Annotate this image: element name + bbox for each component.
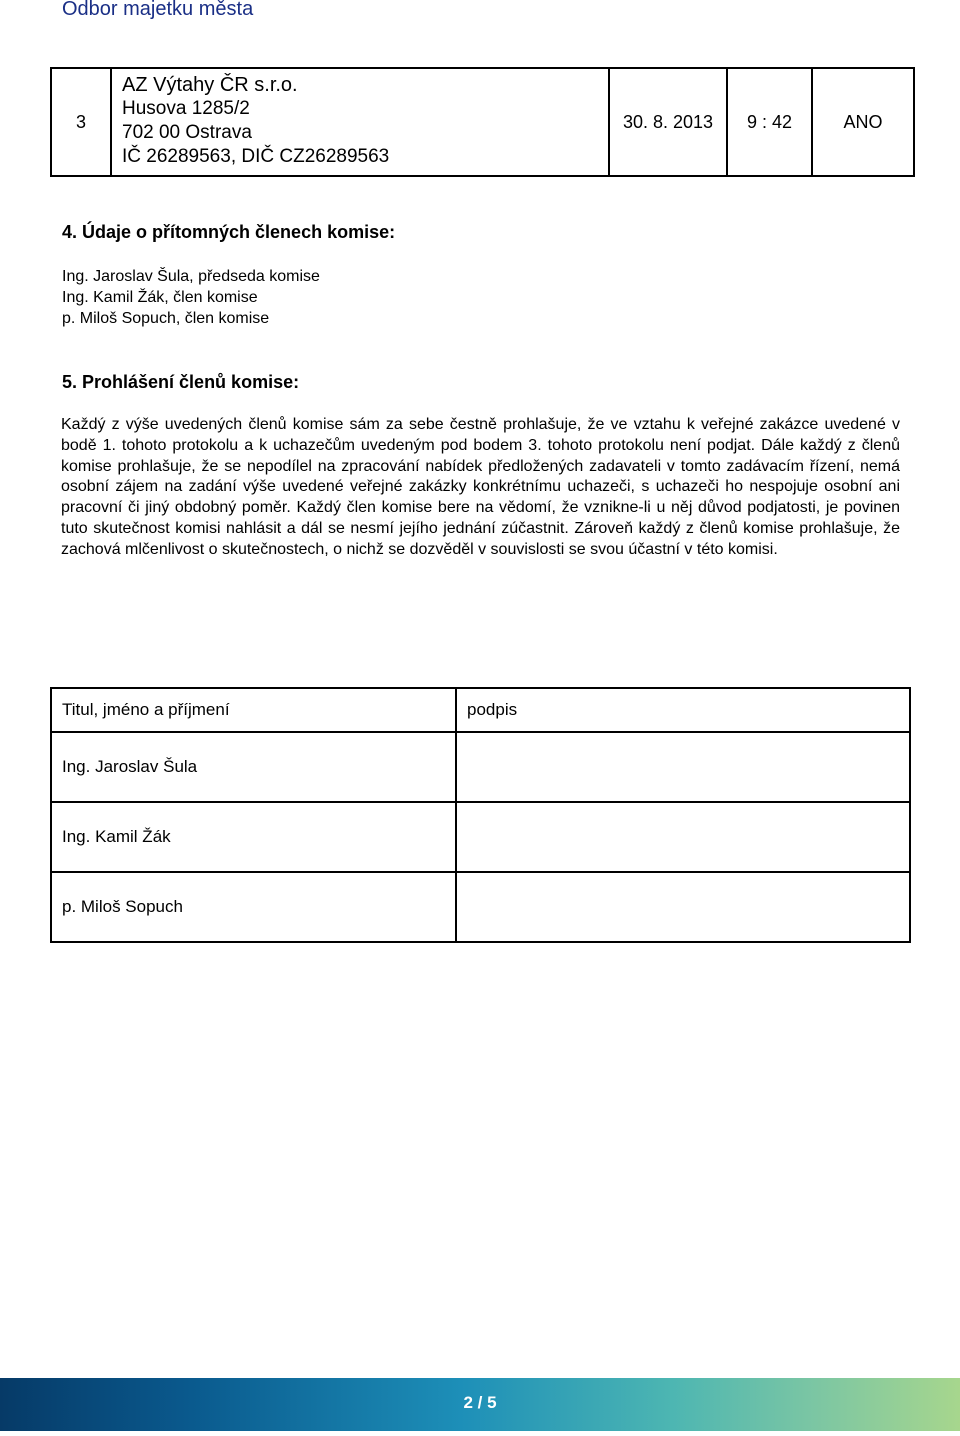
member-name: Ing. Jaroslav Šula	[51, 732, 456, 802]
member-name: Ing. Kamil Žák	[51, 802, 456, 872]
footer-bar	[0, 1378, 960, 1431]
table-header-row	[51, 688, 910, 732]
members-list	[62, 266, 320, 329]
signature-field	[456, 802, 910, 872]
table-row	[51, 68, 914, 176]
company-city: 702 00 Ostrava	[122, 122, 252, 143]
company-cell	[111, 68, 609, 176]
offer-date: 30. 8. 2013	[609, 68, 727, 176]
signature-field	[456, 732, 910, 802]
offer-table	[50, 67, 915, 177]
list-item: p. Miloš Sopuch, člen komise	[62, 310, 270, 327]
offer-status: ANO	[812, 68, 914, 176]
table-row	[51, 872, 910, 942]
list-item: Ing. Jaroslav Šula, předseda komise	[62, 268, 320, 285]
table-row	[51, 732, 910, 802]
company-name: AZ Výtahy ČR s.r.o.	[122, 74, 298, 96]
member-name: p. Miloš Sopuch	[51, 872, 456, 942]
declaration-paragraph: Každý z výše uvedených členů komise sám za sebe čestně prohlašuje, že ve vztahu k veřejné zakázce uvedené v bodě 1. tohoto protokolu a k uchazečům uvedeným pod bodem 3. tohoto protokolu není podjat. Dále každý z členů komise prohlašuje, že se nepodílel na zpracování nabídek předložených zadavateli v tomto zadávacím řízení, nemá osobní zájem na zadání výše uvedené veřejné zakázky konkrétnímu uchazeči, s uchazeči ho nespojuje osobní ani pracovní či jiný obdobný poměr. Každý člen komise bere na vědomí, že vznikne-li u něj důvod podjatosti, je povinen tuto skutečnost komisi nahlásit a dál se nesmí jejího jednání zúčastnit. Zároveň každý z členů komise prohlašuje, že zachová mlčenlivost o skutečnostech, o nichž se dozvěděl v souvislosti se svou účastní v této komisi.	[61, 416, 900, 558]
page-number: 2 / 5	[463, 1393, 497, 1412]
signature-field	[456, 872, 910, 942]
list-item: Ing. Kamil Žák, člen komise	[62, 289, 258, 306]
offer-time: 9 : 42	[727, 68, 812, 176]
signature-table	[50, 687, 911, 943]
company-ids: IČ 26289563, DIČ CZ26289563	[122, 146, 390, 167]
page-header-title: Odbor majetku města	[62, 0, 254, 20]
column-header-signature: podpis	[456, 688, 910, 732]
offer-number: 3	[51, 68, 111, 176]
column-header-name: Titul, jméno a příjmení	[51, 688, 456, 732]
section-5-heading: 5. Prohlášení členů komise:	[62, 372, 300, 392]
section-4-heading: 4. Údaje o přítomných členech komise:	[62, 222, 396, 242]
company-street: Husova 1285/2	[122, 98, 250, 119]
table-row	[51, 802, 910, 872]
